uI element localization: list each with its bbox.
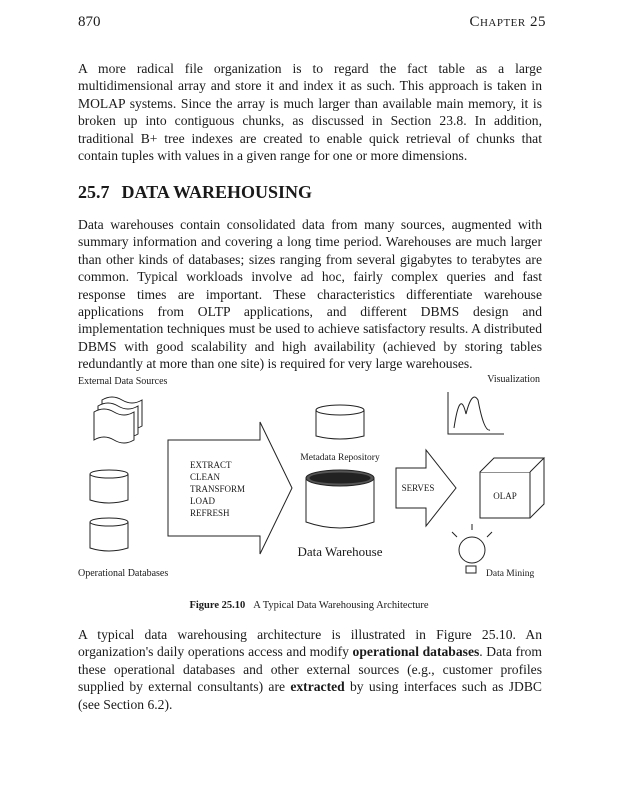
olap-cube-icon: [480, 458, 544, 518]
process-step: TRANSFORM: [190, 484, 246, 494]
figure-caption: [0, 600, 618, 611]
closing-text-3: by using interfaces such as JDBC (see Section 6.2).: [78, 679, 542, 712]
closing-bold-extracted: extracted: [290, 679, 345, 695]
warehouse-architecture-figure: [74, 370, 550, 590]
warehouse-label: Data Warehouse: [297, 544, 383, 559]
process-step: EXTRACT: [190, 460, 232, 470]
section-title: DATA WAREHOUSING: [121, 182, 313, 202]
operational-db-icon-1: [90, 470, 128, 503]
external-sources-label: External Data Sources: [78, 376, 168, 387]
mining-label: Data Mining: [486, 569, 535, 579]
closing-bold-operational: operational databases: [352, 644, 480, 660]
operational-label: Operational Databases: [78, 568, 169, 579]
section-heading: [78, 182, 312, 203]
metadata-repository-icon: [316, 405, 364, 439]
visualization-chart-icon: [448, 392, 504, 434]
process-step: CLEAN: [190, 472, 220, 482]
olap-label: OLAP: [493, 491, 517, 501]
intro-paragraph: A more radical file organization is to regard the fact table as a large multidimensional array and store it and index it as such. This approach is taken in MOLAP systems. Since the array is much larger than available main memory, it is broken up into contiguous chunks, as discussed in Section 23.8. In addition, traditional B+ tree indexes are created to enable quick retrieval of chunks that contain tuples with values in a given range for one or more dimensions.: [78, 61, 542, 164]
operational-db-icon-2: [90, 518, 128, 551]
closing-text-2: . Data from these operational databases and other external sources (e.g., customer profiles supplied by external consultants) are: [78, 644, 542, 695]
section-paragraph: Data warehouses contain consolidated data from many sources, augmented with summary information and covering a long time period. Warehouses are much larger than other kinds of databases; sizes ranging from several gigabytes to terabytes are common. Typical workloads involve ad hoc, fairly complex queries and fast response times are important. These characteristics differentiate warehouse applications from OLTP applications, and different DBMS design and implementation techniques must be used to achieve satisfactory results. A distributed DBMS with good scalability and high availability (achieved by storing tables redundantly at more than one site) is required for very large warehouses.: [78, 217, 542, 372]
page-number: 870: [78, 14, 101, 30]
chapter-heading: Chapter 25: [469, 14, 546, 30]
closing-text-1: A typical data warehousing architecture is illustrated in Figure 25.10. An organization's daily operations access and modify: [78, 627, 542, 660]
section-number: 25.7: [78, 182, 110, 202]
figure-caption-label: Figure 25.10: [189, 600, 246, 611]
data-mining-icon: [452, 524, 492, 573]
metadata-label: Metadata Repository: [300, 453, 380, 463]
serves-label: SERVES: [401, 483, 435, 493]
data-warehouse-icon: [306, 470, 374, 528]
process-step: REFRESH: [190, 508, 230, 518]
external-docs-icon: [94, 397, 142, 443]
closing-paragraph: [78, 626, 542, 713]
figure-caption-text: A Typical Data Warehousing Architecture: [253, 600, 429, 611]
visualization-label: Visualization: [487, 374, 540, 385]
process-step: LOAD: [190, 496, 215, 506]
